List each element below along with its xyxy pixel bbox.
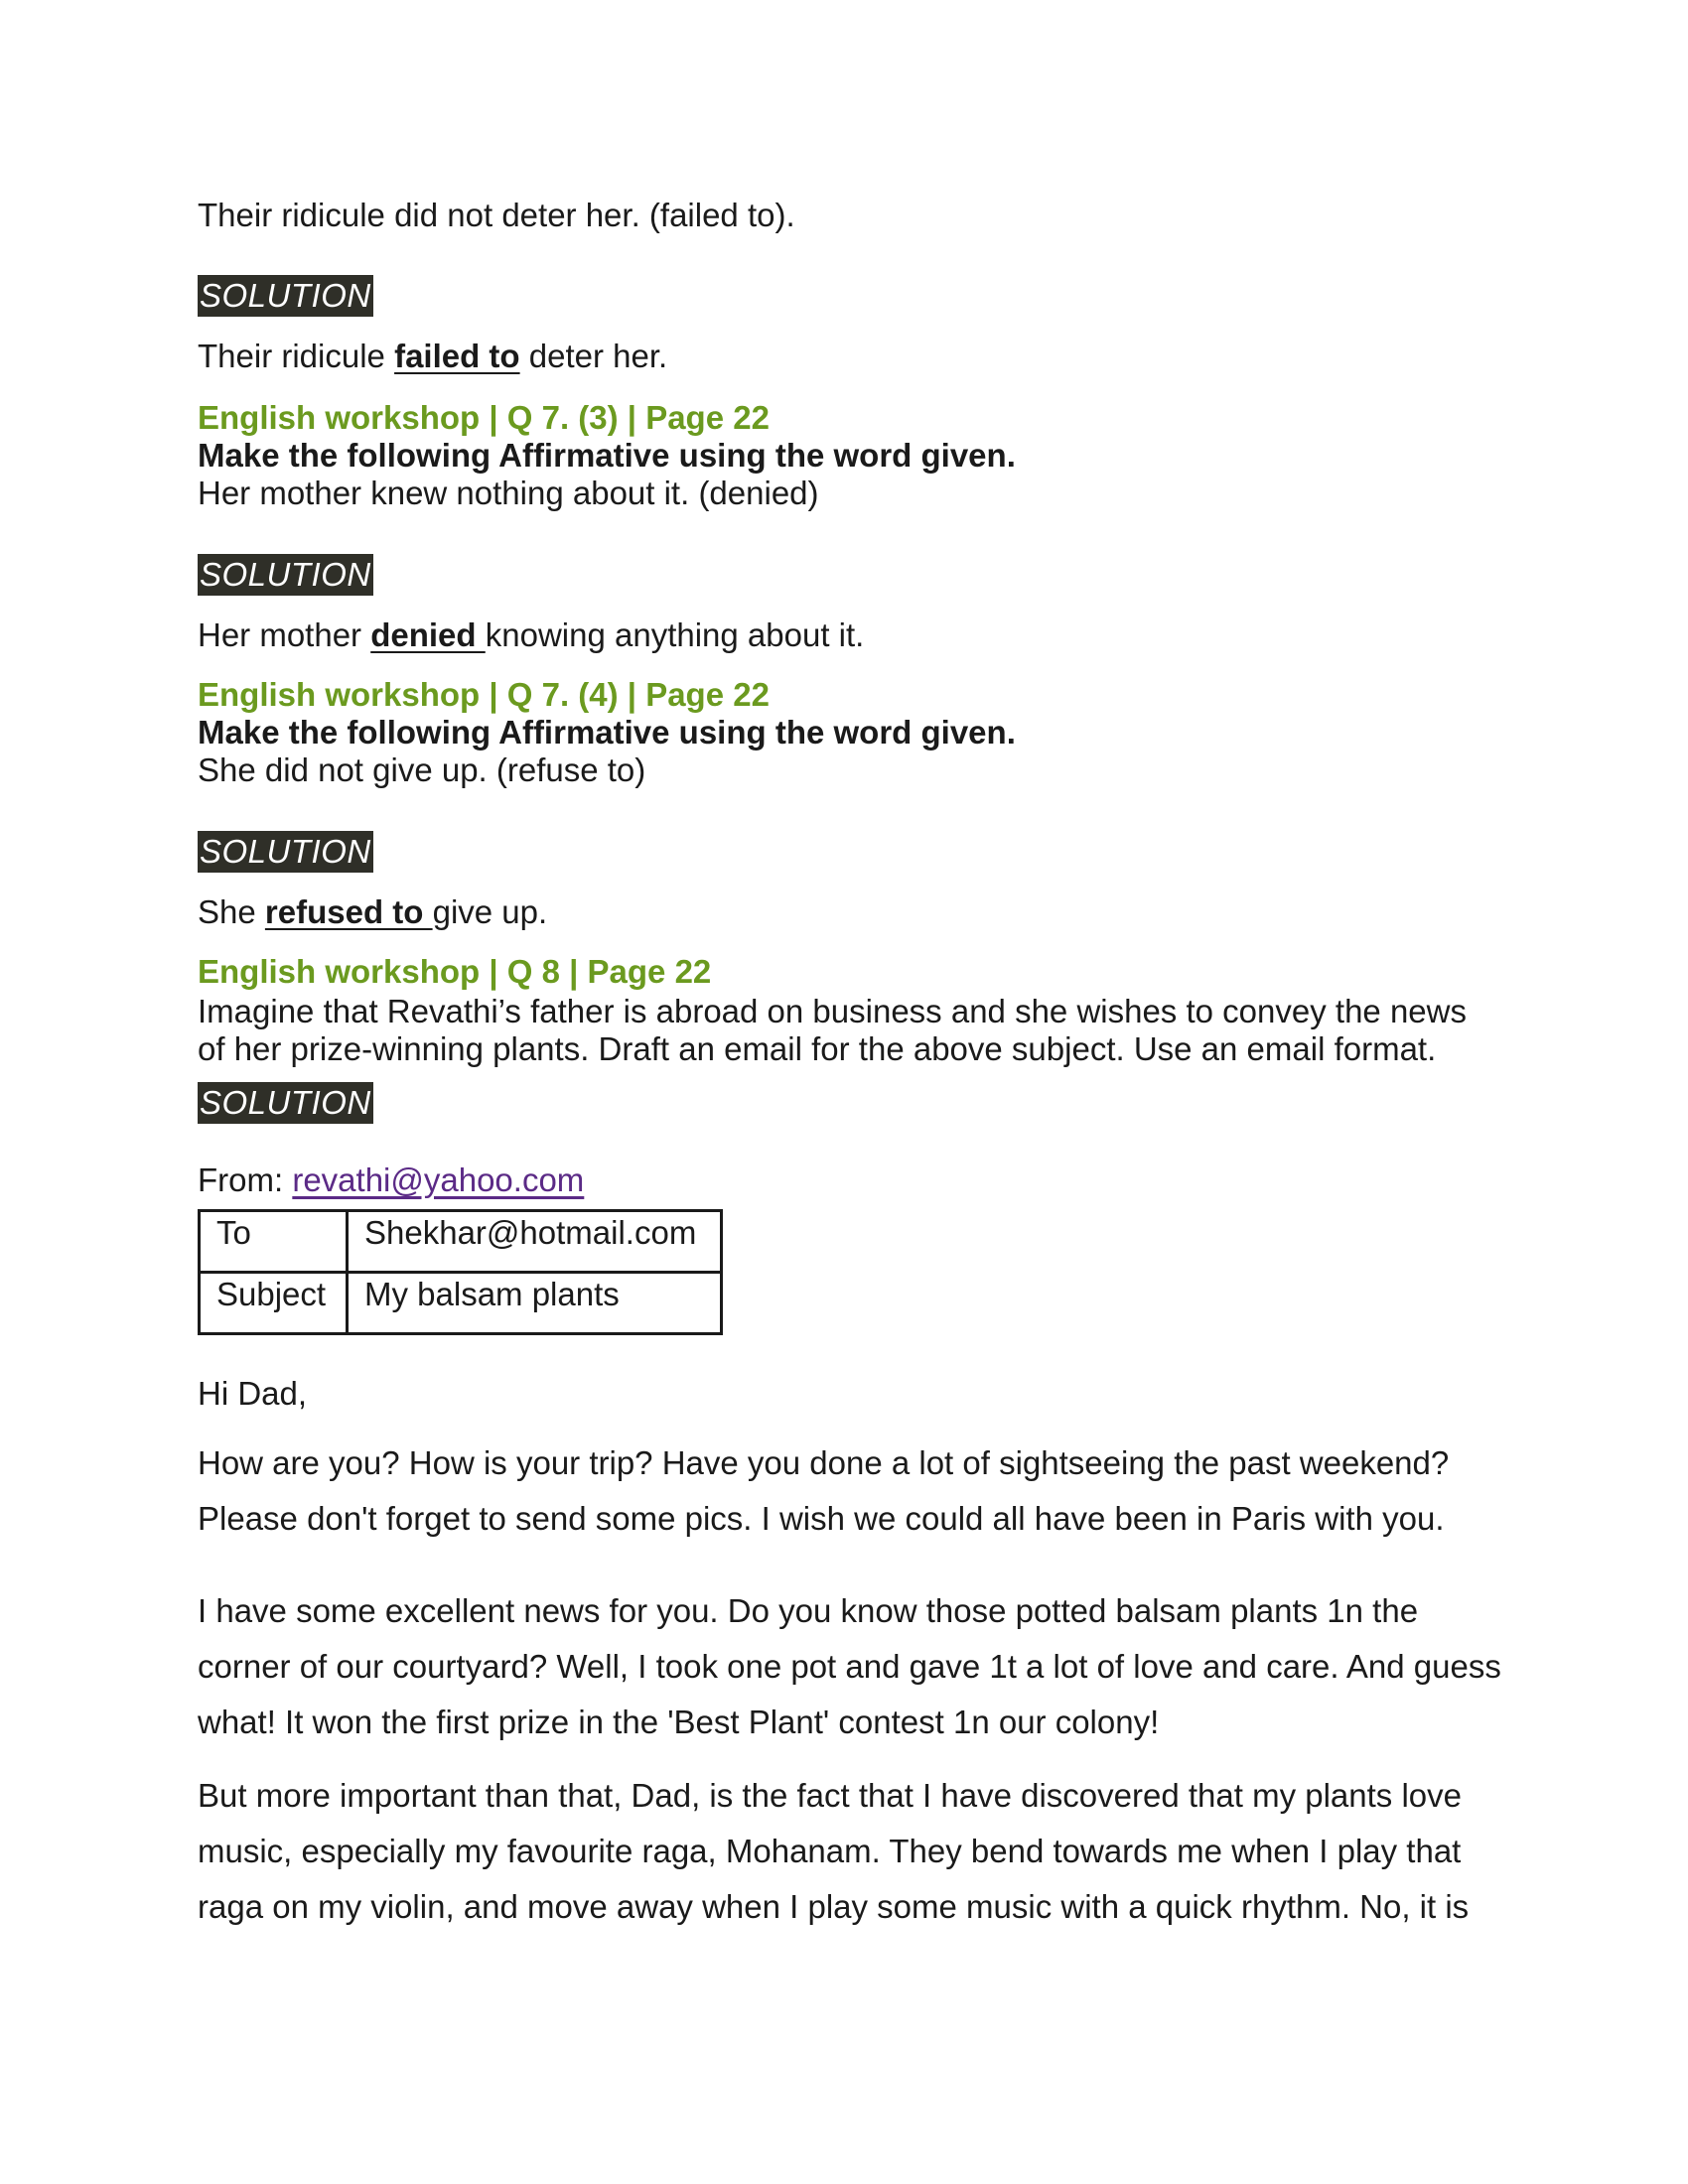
table-row <box>200 1211 722 1273</box>
answer-after: deter her. <box>519 338 668 374</box>
email-from <box>198 1160 584 1200</box>
question-text: Imagine that Revathi’s father is abroad on business and she wishes to convey the news <box>198 993 1467 1029</box>
table-row <box>200 1273 722 1334</box>
email-paragraph: I have some excellent news for you. Do you know those potted balsam plants 1n the corner of our courtyard? Well, I took one pot and gave 1t a lot of love and care. And guess what! It won the first prize in the 'Best Plant' contest 1n our colony! <box>198 1592 1501 1740</box>
answer-text <box>198 892 547 932</box>
answer-before: She <box>198 893 265 930</box>
email-header-table <box>198 1209 723 1335</box>
answer-after: give up. <box>432 893 548 930</box>
section-header: English workshop | Q 8 | Page 22 <box>198 953 712 990</box>
subject-label: Subject <box>200 1273 348 1334</box>
answer-after: knowing anything about it. <box>485 616 865 653</box>
email-greeting: Hi Dad, <box>198 1375 308 1412</box>
solution-label: SOLUTION <box>198 554 373 596</box>
solution-label: SOLUTION <box>198 831 373 873</box>
subject-value: My balsam plants <box>348 1273 722 1334</box>
section-header: English workshop | Q 7. (3) | Page 22 <box>198 399 770 436</box>
answer-text <box>198 615 864 655</box>
to-value: Shekhar@hotmail.com <box>348 1211 722 1273</box>
question-text: Her mother knew nothing about it. (denied) <box>198 475 819 511</box>
email-paragraph: How are you? How is your trip? Have you done a lot of sightseeing the past weekend? Please don't forget to send some pics. I wish we could all have been in Paris with you. <box>198 1444 1450 1537</box>
question-text: Their ridicule did not deter her. (failed to). <box>198 197 795 233</box>
email-paragraph: But more important than that, Dad, is the fact that I have discovered that my plants love music, especially my favourite raga, Mohanam. They bend towards me when I play that raga on my violin, and move away when I play some music with a quick rhythm. No, it is <box>198 1777 1470 1925</box>
solution-label: SOLUTION <box>198 275 373 317</box>
instruction-text: Make the following Affirmative using the word given. <box>198 714 1016 751</box>
from-label: From: <box>198 1161 293 1198</box>
answer-before: Their ridicule <box>198 338 395 374</box>
answer-key: failed to <box>394 338 520 374</box>
answer-key: denied <box>370 616 486 653</box>
solution-label: SOLUTION <box>198 1082 373 1124</box>
answer-key: refused to <box>264 893 433 930</box>
to-label: To <box>200 1211 348 1273</box>
answer-text <box>198 337 667 376</box>
question-text: of her prize-winning plants. Draft an email for the above subject. Use an email format. <box>198 1030 1437 1067</box>
section-header: English workshop | Q 7. (4) | Page 22 <box>198 676 770 713</box>
answer-before: Her mother <box>198 616 371 653</box>
instruction-text: Make the following Affirmative using the word given. <box>198 437 1016 474</box>
question-text: She did not give up. (refuse to) <box>198 751 646 788</box>
from-email-link[interactable]: revathi@yahoo.com <box>292 1161 585 1198</box>
